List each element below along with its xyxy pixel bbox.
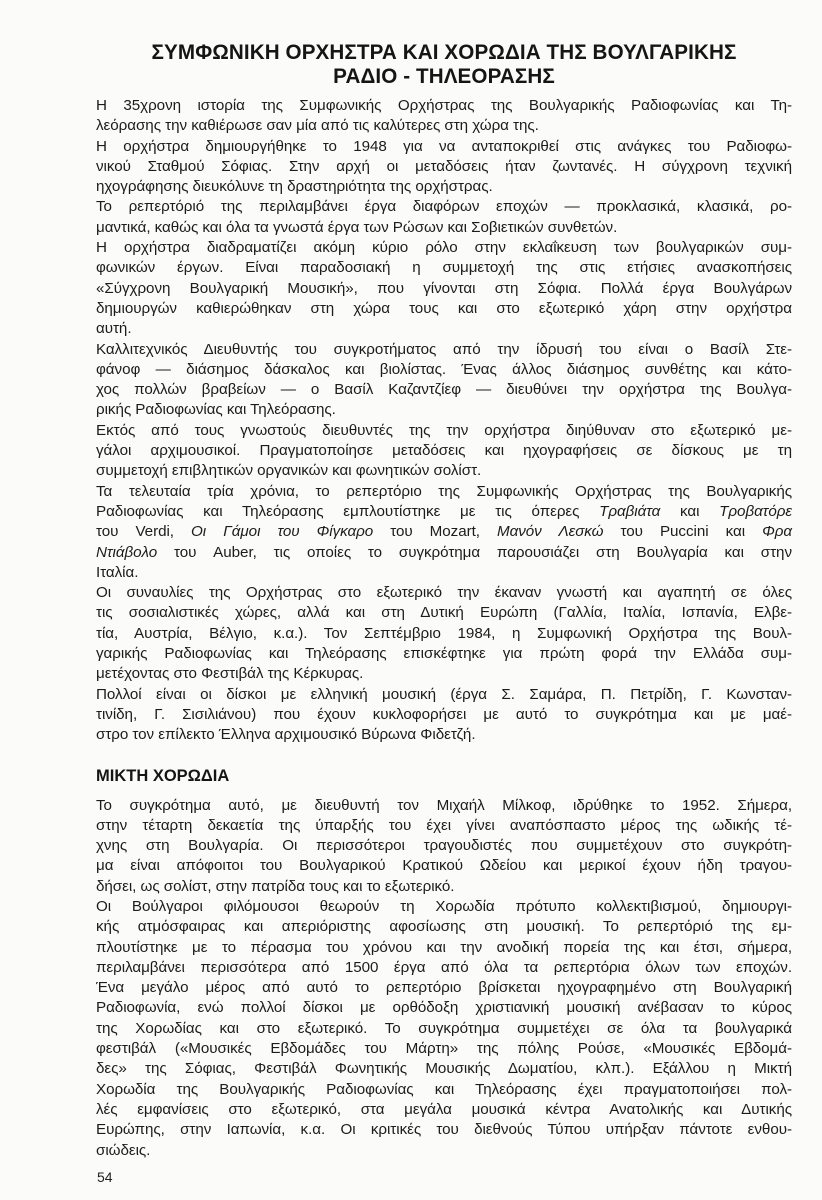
text-line: στην τέταρτη δεκαετία της ύπαρξής του έχει γίνει αναπόσπαστο μέρος της ωδικής τέ- xyxy=(96,816,792,834)
text-line: Η ορχήστρα διαδραματίζει ακόμη κύριο ρόλο στην εκλαΐκευση των βουλγαρικών συμ- xyxy=(96,239,792,257)
text-line: Η 35χρονη ιστορία της Συμφωνικής Ορχήστρας της Βουλγαρικής Ραδιοφωνίας και Τη- xyxy=(96,97,792,114)
text-line: Οι συναυλίες της Ορχήστρας στο εξωτερικό την έκαναν γνωστή και αγαπητή σε όλες xyxy=(96,584,792,602)
text-line: Η ορχήστρα δημιουργήθηκε το 1948 για να ανταποκριθεί στις ανάγκες του Ραδιοφω- xyxy=(96,137,792,155)
text-line: δημιουργών καθιερώθηκαν στη χώρα τους και στο εξωτερικό χάρη στην ορχήστρα xyxy=(96,299,792,317)
text-line: Ραδιοφωνία, ενώ πολλοί δίσκοι με ορθόδοξη χριστιανική μουσική ανέβασαν το κύρος xyxy=(96,999,792,1017)
text-line: τινίδη, Γ. Σισιλιάνου) που έχουν κυκλοφορήσει με αυτό το συγκρότημα και με μαέ- xyxy=(96,705,792,723)
paragraph xyxy=(96,238,792,339)
paragraph xyxy=(96,421,792,482)
text-line: Ένα μεγάλο μέρος από αυτό το ρεπερτόριο βρίσκεται ηχογραφημένο στη Βουλγαρική xyxy=(96,979,792,997)
document-page xyxy=(96,40,792,1161)
text-line: αυτή. xyxy=(96,320,132,338)
italic-title: Τροβατόρε xyxy=(719,502,792,520)
page-title xyxy=(110,40,778,88)
text-line: φωνικών έργων. Είναι παραδοσιακή η συμμετοχή της στις ετήσιες ανασκοπήσεις xyxy=(96,259,792,277)
text-line: ηχογράφησης διευκόλυνε τη δραστηριότητα της ορχήστρας. xyxy=(96,178,493,196)
paragraph xyxy=(96,897,792,1161)
paragraph xyxy=(96,96,792,137)
text-line: Χορωδία της Βουλγαρικής Ραδιοφωνίας και Τηλεόρασης έχει πραγματοποιήσει πολ- xyxy=(96,1080,792,1098)
text-line: περιλαμβάνει περισσότερα από 1500 έργα από όλα τα ρεπερτόρια όλων των εποχών. xyxy=(96,958,792,976)
text-line: μετέχοντας στο Φεστιβάλ της Κέρκυρας. xyxy=(96,665,364,683)
text-line: Ιταλία. xyxy=(96,563,139,581)
page-number: 54 xyxy=(97,1169,113,1185)
italic-title: Τραβιάτα xyxy=(599,502,661,520)
text-line: χνης στη Βουλγαρία. Οι περισσότεροι τραγουδιστές που συμμετέχουν στο συγκρότη- xyxy=(96,837,792,855)
paragraph xyxy=(96,482,792,583)
paragraph xyxy=(96,796,792,897)
text-line: γάλοι αρχιμουσικοί. Πραγματοποίησε μεταδόσεις και ηχογραφήσεις σε δίσκους με τη xyxy=(96,442,792,460)
text-line: Ευρώπης, στην Ιαπωνία, κ.α. Οι κριτικές του διεθνούς Τύπου υπήρξαν πάντοτε ενθου- xyxy=(96,1121,792,1139)
text-line: «Σύγχρονη Βουλγαρική Μουσική», που γίνονται στη Σόφια. Πολλά έργα Βουλγάρων xyxy=(96,279,792,297)
italic-title: Οι Γάμοι του Φίγκαρο xyxy=(191,523,374,541)
paragraph xyxy=(96,340,792,421)
text-line: πλουτίστηκε με το πέρασμα του χρόνου και την ανοδική πορεία της και έτσι, σήμερα, xyxy=(96,938,792,956)
text-line: νικού Σταθμού Σόφιας. Στην αρχή οι μεταδόσεις ήταν ζωντανές. Η σύγχρονη τεχνική xyxy=(96,157,792,175)
italic-title: Μανόν Λεσκώ xyxy=(497,523,604,541)
paragraph xyxy=(96,685,792,746)
text-line: λές εμφανίσεις στο εξωτερικό, στα μεγάλα μουσικά κέντρα Ανατολικής και Δυτικής xyxy=(96,1100,792,1118)
text-line: τία, Αυστρία, Βέλγιο, κ.α.). Τον Σεπτέμβριο 1984, η Συμφωνική Ορχήστρα της Βουλ- xyxy=(96,624,792,642)
paragraph xyxy=(96,583,792,684)
paragraph xyxy=(96,197,792,238)
text-line: Οι Βούλγαροι φιλόμουσοι θεωρούν τη Χορωδία πρότυπο κολλεκτιβισμού, δημιουργι- xyxy=(96,897,792,915)
text-line: στρο τον επίλεκτο Έλληνα αρχιμουσικό Βύρωνα Φιδετζή. xyxy=(96,726,476,744)
text-line: φεστιβάλ («Μουσικές Εβδομάδες του Μάρτη» της πόλης Ρούσε, «Μουσικές Εβδομά- xyxy=(96,1040,792,1058)
text-line: λεόρασης την καθιέρωσε σαν μία από τις καλύτερες στη χώρα της. xyxy=(96,117,539,135)
text-line: Το συγκρότημα αυτό, με διευθυντή τον Μιχαήλ Μίλκοφ, ιδρύθηκε το 1952. Σήμερα, xyxy=(96,796,792,814)
text-line: μαντικά, καθώς και όλα τα γνωστά έργα των Ρώσων και Σοβιετικών συνθετών. xyxy=(96,218,618,236)
title-line-1: ΣΥΜΦΩΝΙΚΗ ΟΡΧΗΣΤΡΑ ΚΑΙ ΧΟΡΩΔΙΑ ΤΗΣ ΒΟΥΛΓΑΡΙΚΗΣ xyxy=(151,40,737,64)
text-line: σιώδεις. xyxy=(96,1141,151,1159)
text-line: κής ατμόσφαιρας και απεριόριστης αφοσίωσης στη μουσική. Το ρεπερτόριό της εμ- xyxy=(96,918,792,936)
text-line: Εκτός από τους γνωστούς διευθυντές της την ορχήστρα διηύθυναν στο εξωτερικό με- xyxy=(96,421,792,439)
text-line: δες» της Σόφιας, Φεστιβάλ Φωνητικής Μουσικής Δωματίου, κλπ.). Εξάλλου η Μικτή xyxy=(96,1060,792,1078)
text-line: τις σοσιαλιστικές χώρες, αλλά και στη Δυτική Ευρώπη (Γαλλία, Ιταλία, Ισπανία, Ελβε- xyxy=(96,604,792,622)
text-line: συμμετοχή επιβλητικών οργανικών και φωνητικών σολίστ. xyxy=(96,462,482,480)
text-line: μα είναι απόφοιτοι του Βουλγαρικού Κρατικού Ωδείου και μερικοί έχουν ήδη τραγου- xyxy=(96,857,792,875)
text-line: Καλλιτεχνικός Διευθυντής του συγκροτήματος από την ίδρυσή του είναι ο Βασίλ Στε- xyxy=(96,340,792,358)
text-line: γαρικής Ραδιοφωνίας και Τηλεόρασης επισκέφτηκε για πρώτη φορά την Ελλάδα συμ- xyxy=(96,645,792,663)
section-mixed-choir xyxy=(96,796,792,1161)
paragraph xyxy=(96,137,792,198)
text-line: χος πολλών βραβείων — ο Βασίλ Καζαντζίεφ — διευθύνει την ορχήστρα της Βουλγα- xyxy=(96,381,792,399)
text-line: ρικής Ραδιοφωνίας και Τηλεόρασης. xyxy=(96,401,336,419)
text-line: δήσει, ως σολίστ, στην πατρίδα τους και το εξωτερικό. xyxy=(96,877,455,895)
text-line: Πολλοί είναι οι δίσκοι με ελληνική μουσική (έργα Σ. Σαμάρα, Π. Πετρίδη, Γ. Κωνσταν- xyxy=(96,685,792,703)
text-line: Ραδιοφωνίας και Τηλεόρασης εμπλουτίστηκε με τις όπερες Τραβιάτα και Τροβατόρε xyxy=(96,502,792,520)
text-line: Το ρεπερτόριό της περιλαμβάνει έργα διαφόρων εποχών — προκλασικά, κλασικά, ρο- xyxy=(96,198,792,216)
text-line: του Verdi, Οι Γάμοι του Φίγκαρο του Mozart, Μανόν Λεσκώ του Puccini και Φρα xyxy=(96,523,793,541)
text-line: Ντιάβολο του Auber, τις οποίες το συγκρότημα παρουσιάζει στη Βουλγαρία και στην xyxy=(96,543,792,561)
text-line: της Χορωδίας και στο εξωτερικό. Το συγκρότημα συμμετέχει σε όλα τα βουλγαρικά xyxy=(96,1019,792,1037)
section-heading-mixed-choir: ΜΙΚΤΗ ΧΟΡΩΔΙΑ xyxy=(96,766,230,785)
text-line: Τα τελευταία τρία χρόνια, το ρεπερτόριο της Συμφωνικής Ορχήστρας της Βουλγαρικής xyxy=(96,482,792,500)
italic-title: Ντιάβολο xyxy=(96,543,158,561)
title-line-2: ΡΑΔΙΟ - ΤΗΛΕΟΡΑΣΗΣ xyxy=(333,64,555,88)
italic-title: Φρα xyxy=(762,523,793,541)
section-orchestra xyxy=(96,96,792,746)
text-line: φάνοφ — διάσημος δάσκαλος και βιολίστας. Ένας άλλος διάσημος συνθέτης και κάτο- xyxy=(96,360,792,378)
